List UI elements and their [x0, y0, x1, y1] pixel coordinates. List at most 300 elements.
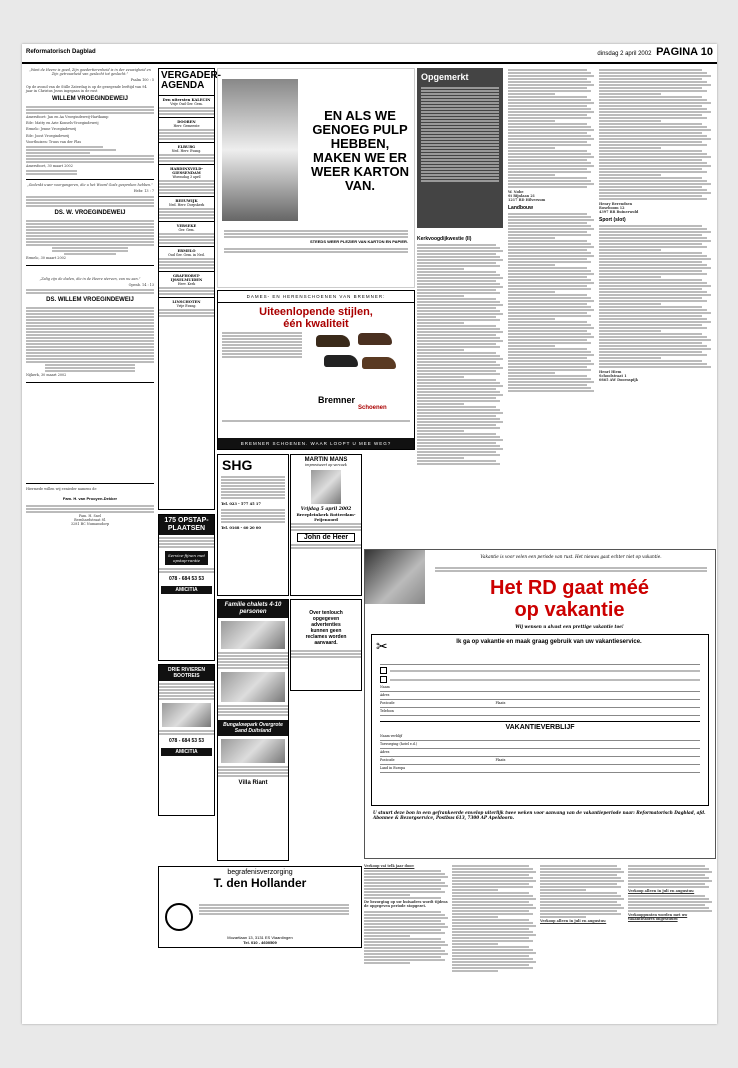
ad-papier-headline: EN ALS WE GENOEG PULP HEBBEN, MAKEN WE ER WEER KARTON VAN. — [311, 108, 409, 193]
text-line — [508, 84, 594, 86]
text-line — [417, 325, 496, 327]
text-line — [452, 889, 498, 891]
text-line — [540, 877, 621, 879]
text-line — [599, 123, 702, 125]
agenda-title: VERGADER-AGENDA — [161, 70, 222, 91]
ad-notice-box: Over tenlouch opgegeven advertenties kunnen geen reclames worden aanvaard. — [290, 599, 362, 691]
text-line — [508, 171, 591, 173]
text-line — [599, 252, 702, 254]
text-line — [508, 309, 594, 311]
text-line — [599, 276, 661, 278]
text-line — [364, 923, 445, 925]
text-line — [508, 384, 587, 386]
text-line — [417, 457, 464, 459]
text-line — [364, 876, 448, 878]
text-line — [508, 345, 555, 347]
text-line — [417, 328, 500, 330]
text-line — [508, 105, 587, 107]
text-line — [508, 156, 594, 158]
text-line — [417, 268, 464, 270]
text-line — [599, 264, 707, 266]
text-line — [599, 363, 707, 365]
text-line — [452, 907, 536, 909]
text-line — [599, 156, 711, 158]
text-line — [417, 388, 496, 390]
text-line — [599, 153, 707, 155]
text-line — [417, 436, 500, 438]
verblijf-postcode[interactable]: Postcode Plaats — [380, 758, 700, 765]
text-line — [364, 926, 448, 928]
text-line — [417, 442, 496, 444]
text-line — [417, 415, 496, 417]
text-line — [417, 340, 503, 342]
text-line — [599, 162, 707, 164]
text-line — [508, 300, 594, 302]
bremner-logo: Bremner — [318, 395, 356, 405]
text-line — [508, 366, 587, 368]
text-line — [599, 231, 711, 233]
text-line — [599, 108, 707, 110]
text-line — [508, 75, 594, 77]
text-line — [599, 300, 707, 302]
text-line — [417, 280, 496, 282]
text-line — [508, 321, 587, 323]
text-line — [417, 250, 503, 252]
agenda-item: Den uitersten KALECIN Vrije Oud Ger. Gem. — [159, 98, 214, 115]
text-line — [599, 306, 702, 308]
text-line — [417, 364, 500, 366]
text-line — [364, 885, 448, 887]
text-line — [599, 288, 702, 290]
vergader-agenda — [158, 68, 222, 510]
text-line — [417, 316, 496, 318]
text-line — [417, 247, 500, 249]
text-line — [417, 358, 503, 360]
text-line — [628, 874, 705, 876]
text-line — [508, 297, 591, 299]
text-line — [452, 967, 533, 969]
text-line — [452, 910, 529, 912]
text-line — [508, 369, 591, 371]
text-line — [599, 327, 707, 329]
text-line — [508, 132, 587, 134]
text-line — [508, 216, 591, 218]
boat-photo — [162, 703, 211, 727]
text-line — [599, 183, 711, 185]
verblijf-land[interactable]: Land in Europa — [380, 766, 700, 773]
notice-3: „Zalig zijn de doden, die in de Heere sterven, van nu aan.” Openb. 14 : 13 DS. WILLEM VROEGINDEWEIJ Nijkerk, 30 maart 2002 — [26, 274, 154, 384]
text-line — [599, 168, 702, 170]
text-line — [452, 865, 529, 867]
text-line — [599, 141, 702, 143]
text-line — [452, 970, 498, 972]
text-line — [599, 159, 702, 161]
text-line — [599, 120, 661, 122]
text-line — [508, 291, 555, 293]
text-line — [508, 225, 591, 227]
text-line — [508, 72, 591, 74]
text-line — [417, 313, 503, 315]
text-line — [508, 237, 555, 239]
text-line — [599, 357, 661, 359]
text-line — [628, 868, 709, 870]
text-line — [508, 261, 591, 263]
text-line — [628, 907, 709, 909]
text-line — [417, 406, 496, 408]
text-line — [452, 895, 533, 897]
text-line — [540, 874, 617, 876]
text-line — [508, 249, 587, 251]
text-line — [599, 354, 707, 356]
text-line — [417, 433, 496, 435]
text-line — [508, 387, 591, 389]
text-line — [628, 865, 705, 867]
text-line — [508, 354, 594, 356]
text-line — [417, 397, 496, 399]
text-line — [508, 294, 587, 296]
text-line — [364, 932, 445, 934]
text-line — [508, 129, 594, 131]
text-line — [364, 882, 445, 884]
text-line — [417, 259, 503, 261]
beach-chair-photo — [365, 550, 425, 604]
text-line — [364, 938, 441, 940]
scissors-icon: ✂ — [376, 639, 388, 655]
text-line — [508, 174, 555, 176]
notice-4: Hiermede willen wij eenieder namens de Fam. H. van Prooyen-Dekker Fam. H. Snel Bernhardstraat 81 3281 BC Numansdorp — [26, 483, 154, 531]
notice-2: „Gedenkt uwer voorgangeren, die u het Woord Gods gesproken hebben.” Hebr. 13 : 7 DS. W. VROEGINDEWEIJ Ermelo, 30 maart 2002 — [26, 180, 154, 266]
text-line — [417, 355, 500, 357]
agenda-item: HARDINXVELD-GIESSENDAM Woensdag 3 april — [159, 167, 214, 194]
text-line — [508, 339, 587, 341]
text-line — [452, 913, 533, 915]
ad-papier-karton: EN ALS WE GENOEG PULP HEBBEN, MAKEN WE ER WEER KARTON VAN. STEEDS WEER PLEZIER VAN KARTON EN PAPIER. — [217, 68, 415, 288]
form-field-adres[interactable]: Adres — [380, 693, 700, 700]
text-line — [508, 240, 587, 242]
text-line — [599, 114, 702, 116]
text-line — [540, 916, 586, 918]
bottom-col-4: Verkoop alleen in juli en augustus: Verkooppunten worden met uw vakantieadres ongestuurd — [628, 864, 712, 1019]
text-line — [452, 940, 533, 942]
agenda-item: LINSCHOTEN Vrije Evang. — [159, 300, 214, 317]
text-line — [508, 327, 594, 329]
period-field[interactable] — [380, 658, 700, 665]
text-line — [508, 306, 591, 308]
text-line — [628, 895, 705, 897]
text-line — [452, 928, 529, 930]
text-line — [599, 234, 702, 236]
text-line — [599, 78, 702, 80]
bottom-col-2 — [452, 864, 536, 1019]
text-line — [508, 267, 587, 269]
pulp-photo — [222, 79, 298, 221]
text-line — [452, 955, 529, 957]
text-line — [508, 114, 587, 116]
text-line — [364, 873, 445, 875]
text-line — [599, 279, 702, 281]
text-line — [364, 879, 441, 881]
text-line — [599, 165, 711, 167]
text-line — [364, 870, 441, 872]
text-line — [452, 937, 529, 939]
notice-1-name: WILLEM VROEGINDEWEIJ — [51, 96, 128, 103]
text-line — [417, 283, 500, 285]
agenda-item: GRAFHORST-IJSSELMUIDEN Herv. Kerk — [159, 274, 214, 295]
text-line — [540, 892, 617, 894]
text-line — [452, 901, 529, 903]
text-line — [508, 93, 555, 95]
text-line — [540, 889, 586, 891]
text-line — [540, 868, 621, 870]
newspaper-page — [22, 44, 717, 1024]
text-line — [417, 394, 503, 396]
text-line — [508, 288, 591, 290]
text-line — [417, 439, 503, 441]
john-de-heer-logo: John de Heer — [297, 533, 355, 542]
text-line — [508, 183, 594, 185]
verblijf-naam[interactable]: Naam verblijf — [380, 734, 700, 741]
text-line — [599, 312, 711, 314]
text-line — [540, 883, 617, 885]
text-line — [417, 319, 500, 321]
text-line — [508, 108, 591, 110]
text-line — [599, 72, 707, 74]
text-line — [508, 357, 587, 359]
text-line — [508, 246, 594, 248]
text-line — [599, 348, 711, 350]
text-line — [417, 367, 503, 369]
text-line — [417, 391, 500, 393]
text-line — [417, 370, 496, 372]
agenda-item: ELBURG Ned. Herv. Evang. — [159, 145, 214, 162]
ad-rd-vakantie: Vakantie is voor velen een periode van rust. Het nieuws gaat echter niet op vakantie. Het RD gaat méé op vakantie Wij wensen u alvast een prettige vakantie toe! ✂ Ik ga op vakantie en maak graag gebruik van uw vakantieservice. Naam Adres Postcode Plaats Telefoon VAKANTIEVERBLIJF Naam verblijf Toevoeging (hotel e.d.) Adres Postcode Plaats Land in Europa U stuurt deze bon in een gefrankeerde envelop uiterlijk twee weken voor aanvang van de vakantieperiode naar: Reformatorisch Dagblad, afd. Abonnee & Bezorgservice, Postbus 613, 7300 AP Apeldoorn. — [364, 549, 716, 859]
text-line — [417, 271, 496, 273]
text-line — [452, 964, 529, 966]
text-line — [417, 322, 464, 324]
text-line — [599, 285, 711, 287]
shg-logo: SHG — [222, 457, 253, 473]
rd-headline-1: Het RD gaat méé — [490, 577, 649, 599]
amicitia-logo: AMICITIA — [161, 586, 212, 594]
notice-2-name: DS. W. VROEGINDEWEIJ — [54, 209, 126, 216]
text-line — [508, 168, 587, 170]
text-line — [599, 138, 711, 140]
agenda-item: ERMELO Oud Ger. Gem. in Ned. — [159, 249, 214, 269]
opgemerkt-box: Opgemerkt — [417, 68, 503, 228]
text-line — [599, 261, 702, 263]
text-line — [364, 950, 445, 952]
text-line — [417, 454, 500, 456]
text-line — [508, 135, 591, 137]
text-line — [599, 360, 702, 362]
text-line — [364, 920, 441, 922]
bungalow-photo — [221, 739, 285, 763]
text-line — [417, 343, 496, 345]
text-line — [452, 898, 536, 900]
text-line — [508, 159, 587, 161]
bottom-col-1: Verkoop vai telk jaar door: De bezorging op uw huisadres wordt tijdens de opgegeven periode stopgezet. — [364, 864, 448, 1019]
text-line — [417, 274, 500, 276]
text-line — [452, 877, 533, 879]
text-line — [417, 385, 503, 387]
text-line — [599, 174, 661, 176]
text-line — [599, 189, 707, 191]
text-line — [508, 360, 591, 362]
text-line — [364, 897, 441, 899]
text-line — [452, 919, 529, 921]
text-line — [540, 886, 621, 888]
notice-1: „Want de Heere is goed, Zijn goedertierenheid is in der eeuwigheid en Zijn getrouwheid van geslacht tot geslacht.” Psalm 100 : 5 Op de avond van de Stille Zaterdag is op de gezegende leeftijd van 94 jaar in Christus Jezus ingegaan in de rust WILLEM VROEGINDEWEIJ Amersfoort: Jan en Aa Vroegindeweij-Hartkamp Ede: Matty en Arie Konsels-Vroegindeweij Ermelo: Jenne Vroegindeweij Ede: Joost Vroegindeweij Voorthuizen: Truus van der Plas Amersfoort, 30 maart 2002 — [26, 68, 154, 180]
text-line — [452, 961, 536, 963]
text-line — [508, 234, 591, 236]
text-line — [508, 243, 591, 245]
text-line — [540, 913, 621, 915]
form-field-telefoon[interactable]: Telefoon — [380, 709, 700, 716]
form-field-postcode[interactable]: Postcode Plaats — [380, 701, 700, 708]
text-line — [417, 292, 500, 294]
text-line — [417, 421, 503, 423]
text-line — [599, 366, 711, 368]
text-line — [508, 123, 587, 125]
text-line — [508, 279, 591, 281]
text-line — [452, 946, 529, 948]
text-line — [599, 336, 707, 338]
text-line — [508, 150, 587, 152]
text-line — [452, 949, 533, 951]
text-line — [508, 126, 591, 128]
text-line — [417, 451, 496, 453]
checkbox-stop[interactable] — [380, 667, 387, 674]
text-line — [364, 953, 448, 955]
villa-riant-logo: Villa Riant — [238, 780, 268, 786]
text-line — [599, 147, 661, 149]
text-line — [628, 883, 705, 885]
agenda-item: YERSEKE Ger. Gem. — [159, 224, 214, 244]
text-line — [599, 345, 707, 347]
text-line — [508, 177, 587, 179]
text-line — [599, 318, 707, 320]
text-line — [599, 309, 707, 311]
text-line — [417, 289, 496, 291]
text-line — [364, 911, 441, 913]
text-line — [508, 282, 594, 284]
text-line — [417, 307, 496, 309]
text-line — [628, 910, 712, 912]
letter-column-1: Kerkvoogdijkwestie (II) — [417, 234, 503, 544]
text-line — [599, 294, 711, 296]
text-line — [599, 102, 711, 104]
form-field-naam[interactable]: Naam — [380, 685, 700, 692]
text-line — [417, 304, 503, 306]
vakantie-form: ✂ Ik ga op vakantie en maak graag gebruik van uw vakantieservice. Naam Adres Postcode Plaats Telefoon VAKANTIEVERBLIJF Naam verblijf Toevoeging (hotel e.d.) Adres Postcode Plaats Land in Europa — [371, 634, 709, 806]
text-line — [508, 78, 587, 80]
text-line — [628, 904, 705, 906]
text-line — [417, 310, 500, 312]
text-line — [599, 75, 711, 77]
text-line — [452, 925, 536, 927]
text-line — [508, 378, 591, 380]
text-line — [599, 246, 707, 248]
text-line — [599, 171, 707, 173]
text-line — [599, 84, 711, 86]
text-line — [452, 874, 529, 876]
text-line — [452, 952, 536, 954]
text-line — [508, 69, 587, 71]
text-line — [508, 312, 587, 314]
text-line — [417, 445, 500, 447]
text-line — [417, 448, 503, 450]
verblijf-adres[interactable]: Adres — [380, 750, 700, 757]
text-line — [508, 273, 594, 275]
ad-martin-mans: MARTIN MANS improviseert op verzoek Vrijdag 5 april 2002 Breepleinkerk Rotterdam-Feijenoord John de Heer — [290, 454, 362, 596]
text-line — [417, 403, 464, 405]
checkbox-forward[interactable] — [380, 676, 387, 683]
text-line — [599, 237, 707, 239]
text-line — [599, 69, 702, 71]
text-line — [508, 303, 587, 305]
text-line — [417, 253, 496, 255]
text-line — [508, 258, 587, 260]
text-line — [417, 295, 464, 297]
text-line — [417, 427, 500, 429]
masthead — [22, 44, 717, 64]
text-line — [599, 99, 707, 101]
text-line — [508, 390, 594, 392]
text-line — [599, 303, 661, 305]
text-line — [599, 111, 711, 113]
text-line — [599, 273, 707, 275]
text-line — [452, 943, 498, 945]
text-line — [508, 117, 591, 119]
text-line — [417, 286, 503, 288]
ad-175-opstapplaatsen: 175 OPSTAP-PLAATSEN Service-fijnen met opstap-rantie 078 - 684 53 53 AMICITIA — [158, 514, 215, 661]
text-line — [417, 463, 500, 465]
text-line — [508, 141, 587, 143]
text-line — [417, 265, 500, 267]
text-line — [599, 144, 707, 146]
text-line — [417, 430, 464, 432]
text-line — [508, 252, 591, 254]
text-line — [508, 336, 594, 338]
text-line — [364, 959, 445, 961]
text-line — [599, 330, 661, 332]
text-line — [540, 898, 624, 900]
verblijf-toevoeging[interactable]: Toevoeging (hotel e.d.) — [380, 742, 700, 749]
agenda-item: DOOREN Herv. Gemeente — [159, 120, 214, 140]
text-line — [508, 144, 591, 146]
text-line — [628, 877, 709, 879]
text-line — [508, 318, 555, 320]
text-line — [599, 267, 711, 269]
text-line — [508, 90, 591, 92]
text-line — [540, 895, 621, 897]
text-line — [540, 904, 621, 906]
text-line — [628, 886, 709, 888]
text-line — [628, 901, 712, 903]
text-line — [508, 162, 591, 164]
portrait-photo — [311, 470, 341, 504]
text-line — [417, 382, 500, 384]
text-line — [508, 231, 587, 233]
text-line — [417, 301, 500, 303]
text-line — [508, 255, 594, 257]
text-line — [599, 135, 707, 137]
ad-drie-rivieren: DRIE RIVIEREN BOOTREIS 078 - 684 53 53 AMICITIA — [158, 664, 215, 816]
text-line — [508, 111, 594, 113]
text-line — [599, 180, 707, 182]
text-line — [599, 177, 702, 179]
text-line — [508, 180, 591, 182]
